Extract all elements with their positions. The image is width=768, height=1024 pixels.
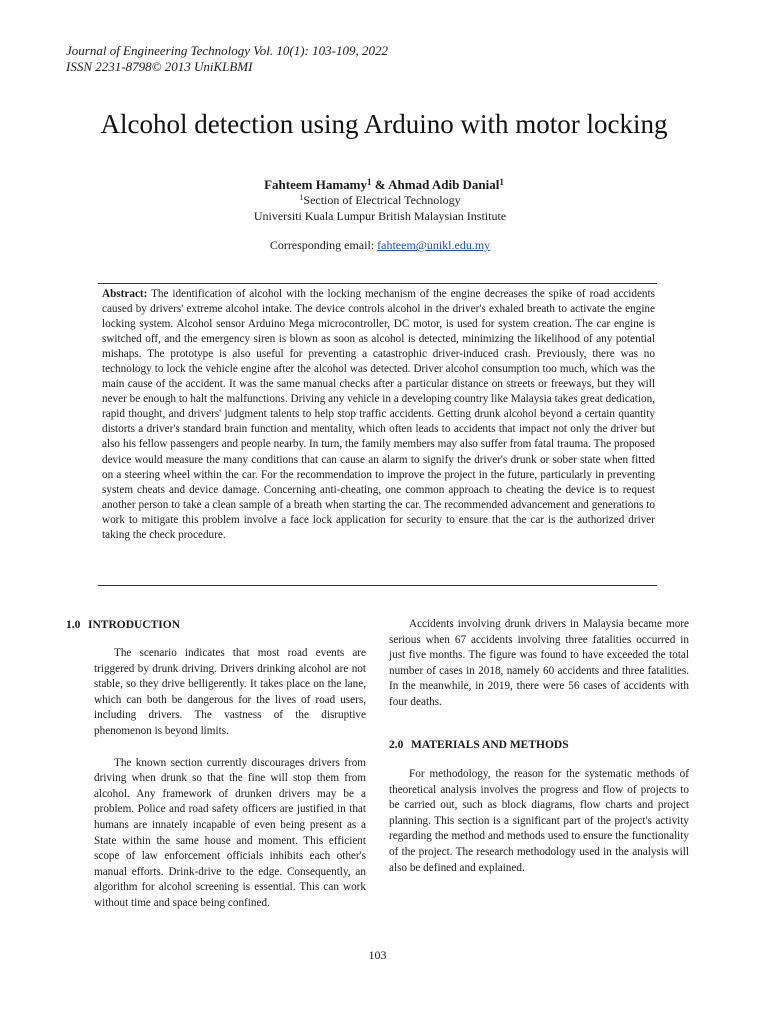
email-link[interactable]: fahteem@unikl.edu.my — [377, 238, 491, 252]
journal-citation: Journal of Engineering Technology Vol. 10(1): 103-109, 2022 — [66, 43, 388, 58]
methods-paragraph-1: For methodology, the reason for the systematic methods of theoretical analysis involves the progress and flow of projects to be carried out, such as block diagrams, flow charts and project planning. This section is a significant part of the project's activity regarding the method and methods used to ensure the functionality of the project. The research methodology used in the analysis will also be defined and explained. — [389, 768, 689, 874]
section-number: 1.0 — [66, 619, 81, 631]
page-number: 103 — [368, 948, 387, 962]
affiliation-department: Section of Electrical Technology — [303, 193, 461, 207]
affiliation-university: Universiti Kuala Lumpur British Malaysian Institute — [253, 209, 507, 223]
affiliation-mark: 1 — [299, 193, 304, 202]
intro-column-left — [94, 646, 366, 912]
corresponding-label: Corresponding email: — [269, 238, 378, 252]
abstract — [102, 287, 655, 543]
author-name: Ahmad Adib Danial — [388, 177, 500, 192]
author-name: Fahteem Hamamy — [264, 177, 367, 192]
author-separator: & — [371, 177, 389, 192]
affiliation — [0, 192, 760, 224]
abstract-text: The identification of alcohol with the locking mechanism of the engine decreases the spike of road accidents caused by drivers' extreme alcohol intake. The device controls alcohol in the driver's exhaled breath to activate the engine locking system. Alcohol sensor Arduino Mega microcontroller, DC motor, is used for system creation. The car engine is switched off, and the emergency siren is blown as soon as alcohol is detected, minimizing the likelihood of any potential mishaps. The prototype is also useful for preventing a catastrophic driver-induced crash. Previously, there was no technology to lock the vehicle engine after the alcohol was detected. Driver alcohol consumption too much, which was the main cause of the accident. It was the same manual checks after a particular distance on streets or freeways, but they will never be enough to halt the malfunctions. Driving any vehicle in a developing country like Malaysia takes great dedication, rapid thought, and drivers' judgment talents to help stop traffic accidents. Getting drunk alcohol beyond a certain quantity distorts a driver's standard brain function and mentality, which often leads to accidents that impact not only the driver but also his fellow passengers and people nearby. In turn, the family members may also suffer from fatal trauma. The proposed device would measure the many conditions that can cause an alarm to signify the driver's drunk or sober state when fitted on a steering wheel within the car. For the recommendation to improve the project in the future, particularly in preventing system cheats and device damage. Concerning anti-cheating, one common approach to cheating the device is to request another person to take a clean sample of a breath when starting the car. The recommended advancement and generations to work to mitigate this problem involve a face lock application for security to ensure that the car is the authorized driver taking the check procedure. — [102, 288, 655, 541]
abstract-top-rule — [98, 283, 657, 284]
section-number: 2.0 — [389, 739, 404, 751]
journal-header — [66, 43, 388, 75]
author-list — [0, 177, 768, 193]
abstract-label: Abstract: — [102, 288, 148, 300]
intro-paragraph-1: The scenario indicates that most road events are triggered by drunk driving. Drivers drinking alcohol are not stable, so they drive belligerently. It takes place on the lane, which can both be dangerous for the lives of road users, including drivers. The vastness of the disruptive phenomenon is beyond limits. — [94, 647, 366, 737]
journal-issn: ISSN 2231-8798© 2013 UniKLBMI — [66, 59, 253, 74]
intro-column-right — [389, 617, 689, 711]
section-title: INTRODUCTION — [88, 619, 181, 631]
methods-column — [389, 767, 689, 876]
abstract-bottom-rule — [98, 585, 657, 586]
intro-paragraph-3: Accidents involving drunk drivers in Malaysia became more serious when 67 accidents involving three fatalities occurred in just five months. The figure was found to have exceeded the total number of cases in 2018, namely 60 accidents and three fatalities. In the meanwhile, in 2019, there were 56 cases of accidents with four deaths. — [389, 618, 689, 708]
author-affiliation-mark: 1 — [499, 177, 504, 187]
corresponding-email — [0, 237, 760, 253]
author-affiliation-mark: 1 — [367, 177, 372, 187]
section-heading-introduction — [66, 617, 180, 633]
section-heading-methods — [389, 737, 569, 753]
affiliation-section — [0, 192, 760, 208]
section-title: MATERIALS AND METHODS — [411, 739, 569, 751]
intro-paragraph-2: The known section currently discourages drivers from driving when drunk so that the fine will stop them from alcohol. Any framework of drunken drivers may be a problem. Police and road safety officers are justified in that humans are innately incapable of even being present as a State within the same house and moment. This efficient scope of law enforcement officials inhibits each other's manual efforts. Drink-drive to the edge. Consequently, an algorithm for alcohol screening is essential. This can work without time and space being confined. — [94, 756, 366, 909]
paper-title: Alcohol detection using Arduino with motor locking — [100, 109, 668, 139]
